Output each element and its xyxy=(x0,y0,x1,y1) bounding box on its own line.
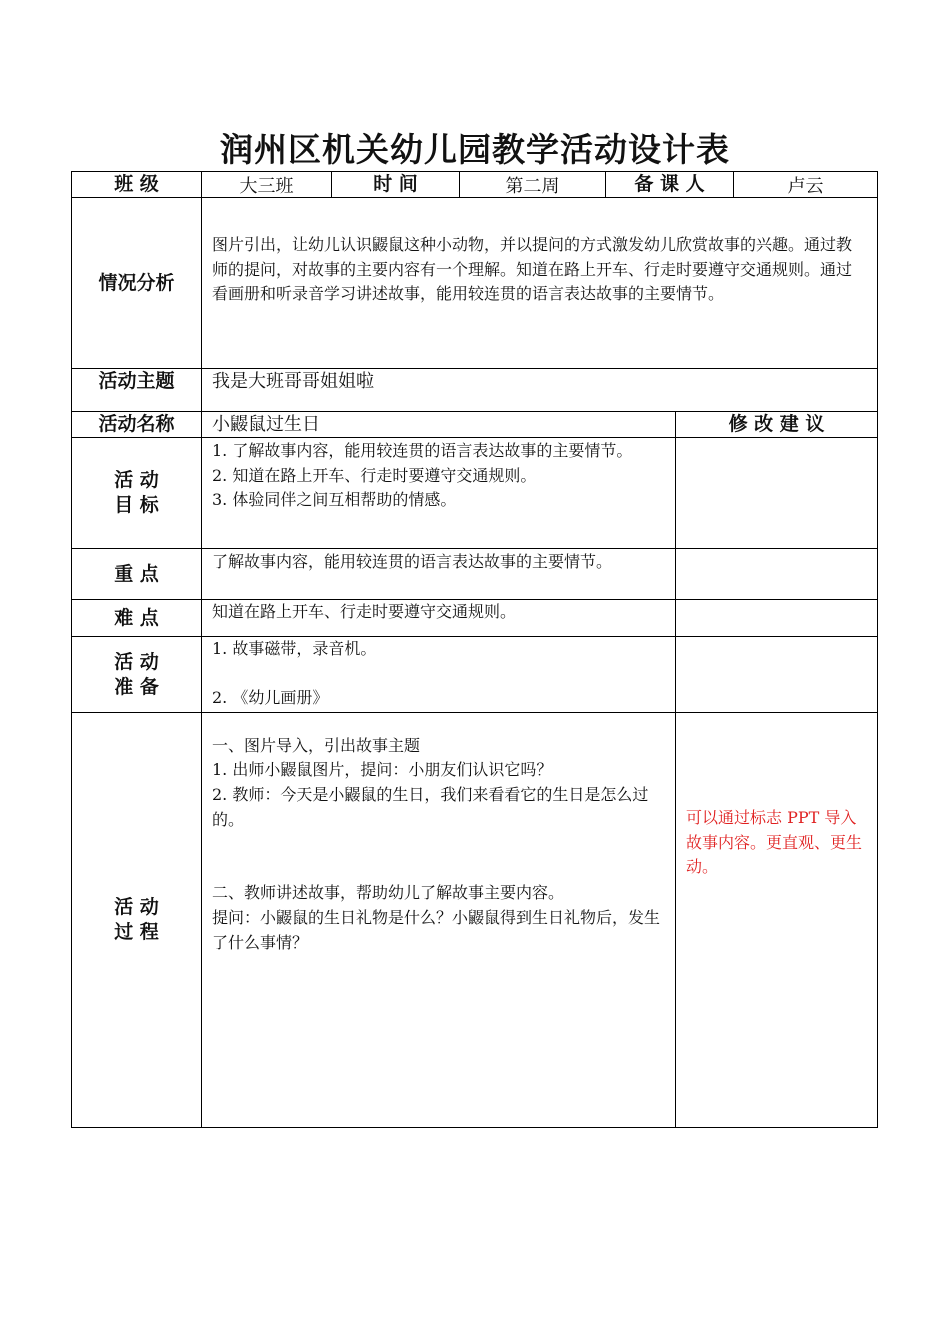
process-step: 1. 出师小鼹鼠图片，提问：小朋友们认识它吗？ xyxy=(212,760,553,779)
goal-item: 3. 体验同伴之间互相帮助的情感。 xyxy=(212,490,457,509)
goals-label xyxy=(72,438,201,548)
preparation-label-line2: 准 备 xyxy=(114,675,159,698)
preparation-item: 1. 故事磁带，录音机。 xyxy=(212,639,377,658)
page-title: 润州区机关幼儿园教学活动设计表 xyxy=(220,130,730,169)
theme-value: 我是大班哥哥姐姐啦 xyxy=(212,371,374,392)
class-label: 班 级 xyxy=(114,173,159,195)
goals-list xyxy=(202,439,675,513)
time-label: 时 间 xyxy=(373,173,418,195)
preparation-item: 2. 《幼儿画册》 xyxy=(212,688,329,707)
process-step: 提问：小鼹鼠的生日礼物是什么？小鼹鼠得到生日礼物后，发生了什么事情？ xyxy=(212,908,661,952)
key-point-value: 了解故事内容，能用较连贯的语言表达故事的主要情节。 xyxy=(212,552,613,571)
teacher-value: 卢云 xyxy=(787,175,824,197)
suggestion-header: 修 改 建 议 xyxy=(728,413,825,435)
theme-label: 活动主题 xyxy=(98,370,175,392)
difficulty-value: 知道在路上开车、行走时要遵守交通规则。 xyxy=(212,602,517,621)
goals-label-line1: 活 动 xyxy=(114,469,159,491)
process-label-line1: 活 动 xyxy=(114,896,159,918)
activity-name-value: 小鼹鼠过生日 xyxy=(212,414,320,435)
process-label-line2: 过 程 xyxy=(114,921,159,943)
preparation-label-line1: 活 动 xyxy=(114,650,159,673)
preparation-label xyxy=(72,637,201,712)
process-suggestion: 可以通过标志 PPT 导入故事内容。更直观、更生动。 xyxy=(686,808,863,876)
class-value: 大三班 xyxy=(239,175,294,197)
goal-item: 2. 知道在路上开车、行走时要遵守交通规则。 xyxy=(212,465,537,485)
process-step: 一、图片导入，引出故事主题 xyxy=(212,736,421,755)
difficulty-label: 难 点 xyxy=(114,606,159,629)
teacher-label: 备 课 人 xyxy=(634,173,705,195)
analysis-text: 图片引出，让幼儿认识鼹鼠这种小动物，并以提问的方式激发幼儿欣赏故事的兴趣。通过教师的提问，对故事的主要内容有一个理解。知道在路上开车、行走时要遵守交通规则。通过看画册和听录音学习讲述故事，能用较连贯的语言表达故事的主要情节。 xyxy=(212,235,853,303)
goal-item: 1. 了解故事内容，能用较连贯的语言表达故事的主要情节。 xyxy=(212,441,633,460)
process-label xyxy=(72,713,201,1127)
analysis-label: 情况分析 xyxy=(98,271,175,294)
process-step: 2. 教师：今天是小鼹鼠的生日，我们来看看它的生日是怎么过的。 xyxy=(212,785,649,829)
key-point-label: 重 点 xyxy=(114,562,159,585)
goals-label-line2: 目 标 xyxy=(114,494,159,516)
time-value: 第二周 xyxy=(505,175,560,197)
process-step: 二、教师讲述故事，帮助幼儿了解故事主要内容。 xyxy=(212,883,565,902)
activity-name-label: 活动名称 xyxy=(98,413,175,435)
